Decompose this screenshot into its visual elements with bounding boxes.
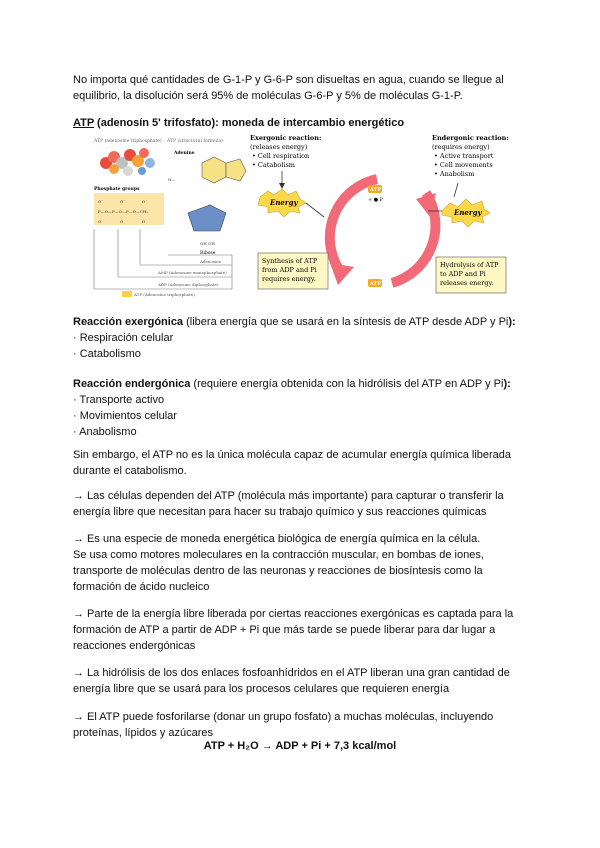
phosphate-label: Phosphate groups [94,187,140,192]
synthesis-line: Synthesis of ATP [262,257,318,265]
endergonic-section-desc: (requiere energía obtenida con la hidrólisis del ATP en ADP y Pi [190,378,504,390]
hydrolysis-line: to ADP and Pi [440,270,486,278]
atp-heading [73,115,533,131]
atp-bottom-label: ATP [370,281,382,287]
adenine-ring-2 [226,159,246,181]
structure-title: ATP (adenosine triphosphate) [94,139,162,144]
synthesis-line: requires energy. [262,275,316,283]
paragraph: Sin embargo, el ATP no es la única molécula capaz de acumular energía química liberada durante el catabolismo. [73,449,512,477]
svg-text:P—O—P—O—P—O—CH₂: P—O—P—O—P—O—CH₂ [98,209,149,214]
adenosine-label: Adenosine [200,259,222,264]
endergonic-block [432,134,509,197]
exergonic-section-title: Reacción exergónica [73,316,184,328]
structure-title-2: ATP (structural formula) [167,139,223,144]
atp-heading-abbr: ATP [73,117,94,129]
exergonic-block [250,134,321,189]
exergonic-item: • Cell respiration [252,152,310,160]
paragraph: → La hidrólisis de los dos enlaces fosfoanhídridos en el ATP liberan una gran cantidad de energía libre que se usará para los procesos celulares que requieren energía [73,667,510,695]
atp-top-label: ATP [370,187,382,193]
endergonic-item: • Cell movements [434,161,493,169]
endergonic-section [73,376,533,440]
adenine-ring-1 [202,157,226,183]
atp-hydrolysis-equation: ATP + H₂O → ADP + Pi + 7,3 kcal/mol [203,740,397,752]
list-item: · Transporte activo [73,394,165,406]
endergonic-section-end: ): [503,378,511,390]
svg-text:O⁻: O⁻ [120,199,126,204]
list-item: · Anabolismo [73,426,137,438]
exergonic-sub: (releases energy) [250,143,308,151]
paragraph: → Parte de la energía libre liberada por ciertas reacciones exergónicas es captada para la formación de ATP a partir de ADP + Pi que más tarde se puede liberar para dar lugar a reacciones endergónicas [73,608,514,652]
adp-label: ADP (Adenosine diphosphate) [158,282,219,287]
endergonic-item: • Anabolism [434,170,475,178]
svg-text:O: O [98,219,102,224]
exergonic-item: • Catabolism [252,161,295,169]
energy-label: Energy [270,198,298,207]
endergonic-item: • Active transport [434,152,494,160]
synthesis-line: from ADP and Pi [262,266,317,274]
exergonic-section-end: ): [508,316,516,328]
paragraph: → El ATP puede fosforilarse (donar un grupo fosfato) a muchas moléculas, incluyendo proteínas, lípidos y azúcares [73,711,494,739]
paragraph: Se usa como motores moleculares en la contracción muscular, en bombas de iones, transporte de moléculas dentro de las neuronas y reacciones de biosíntesis como la formación de ácido nucleico [73,549,484,593]
atp-structure-panel [93,137,246,297]
amp-label: AMP (Adenosine monophosphate) [158,270,227,275]
endergonic-sub: (requires energy) [432,143,490,151]
svg-text:+ ● P: + ● P [368,197,384,203]
paragraph: → Es una especie de moneda energética biológica de energía química en la célula. [73,533,481,545]
exergonic-title: Exergonic reaction: [250,134,322,142]
atp-full-label: ATP (Adenosine triphosphate) [134,292,195,297]
atp-top-marker [368,185,384,203]
adenine-label: Adenine [174,151,195,156]
atp-heading-text: (adenosín 5' trifosfato): moneda de intercambio energético [94,117,405,129]
list-item: · Respiración celular [73,332,174,344]
svg-text:OH OH: OH OH [200,241,215,246]
endergonic-title: Endergonic reaction: [432,134,509,142]
list-item: · Movimientos celular [73,410,177,422]
space-filling-model [100,148,155,176]
atp-bottom-marker [368,279,382,287]
list-item: · Catabolismo [73,348,141,360]
svg-text:O: O [120,219,124,224]
hydrolysis-line: Hydrolysis of ATP [440,261,499,269]
intro-paragraph: No importa qué cantidades de G-1-P y G-6-P son disueltas en agua, cuando se llegue al equilibrio, la disolución será 95% de moléculas G-6-P y 5% de moléculas G-1-P. [73,74,504,102]
hydrolysis-line: releases energy. [440,279,494,287]
exergonic-section-desc: (libera energía que se usará en la síntesis de ATP desde ADP y Pi [183,316,509,328]
svg-text:O⁻: O⁻ [98,199,104,204]
paragraph: → Las células dependen del ATP (molécula más importante) para capturar o transferir la energía libre que necesitan para hacer su trabajo químico y sus reacciones químicas [73,490,504,518]
exergonic-section [73,314,533,362]
energy-burst-left [258,189,306,217]
endergonic-section-title: Reacción endergónica [73,378,191,390]
svg-text:H—: H— [168,177,176,182]
energy-label-right: Energy [454,208,482,217]
atp-cycle-figure [92,133,512,303]
synthesis-box [258,253,328,289]
hydrolysis-box [436,257,506,293]
svg-text:O: O [142,219,146,224]
ribose-ring [188,205,226,231]
ribose-label: Ribose [200,251,216,256]
svg-text:O⁻: O⁻ [142,199,148,204]
